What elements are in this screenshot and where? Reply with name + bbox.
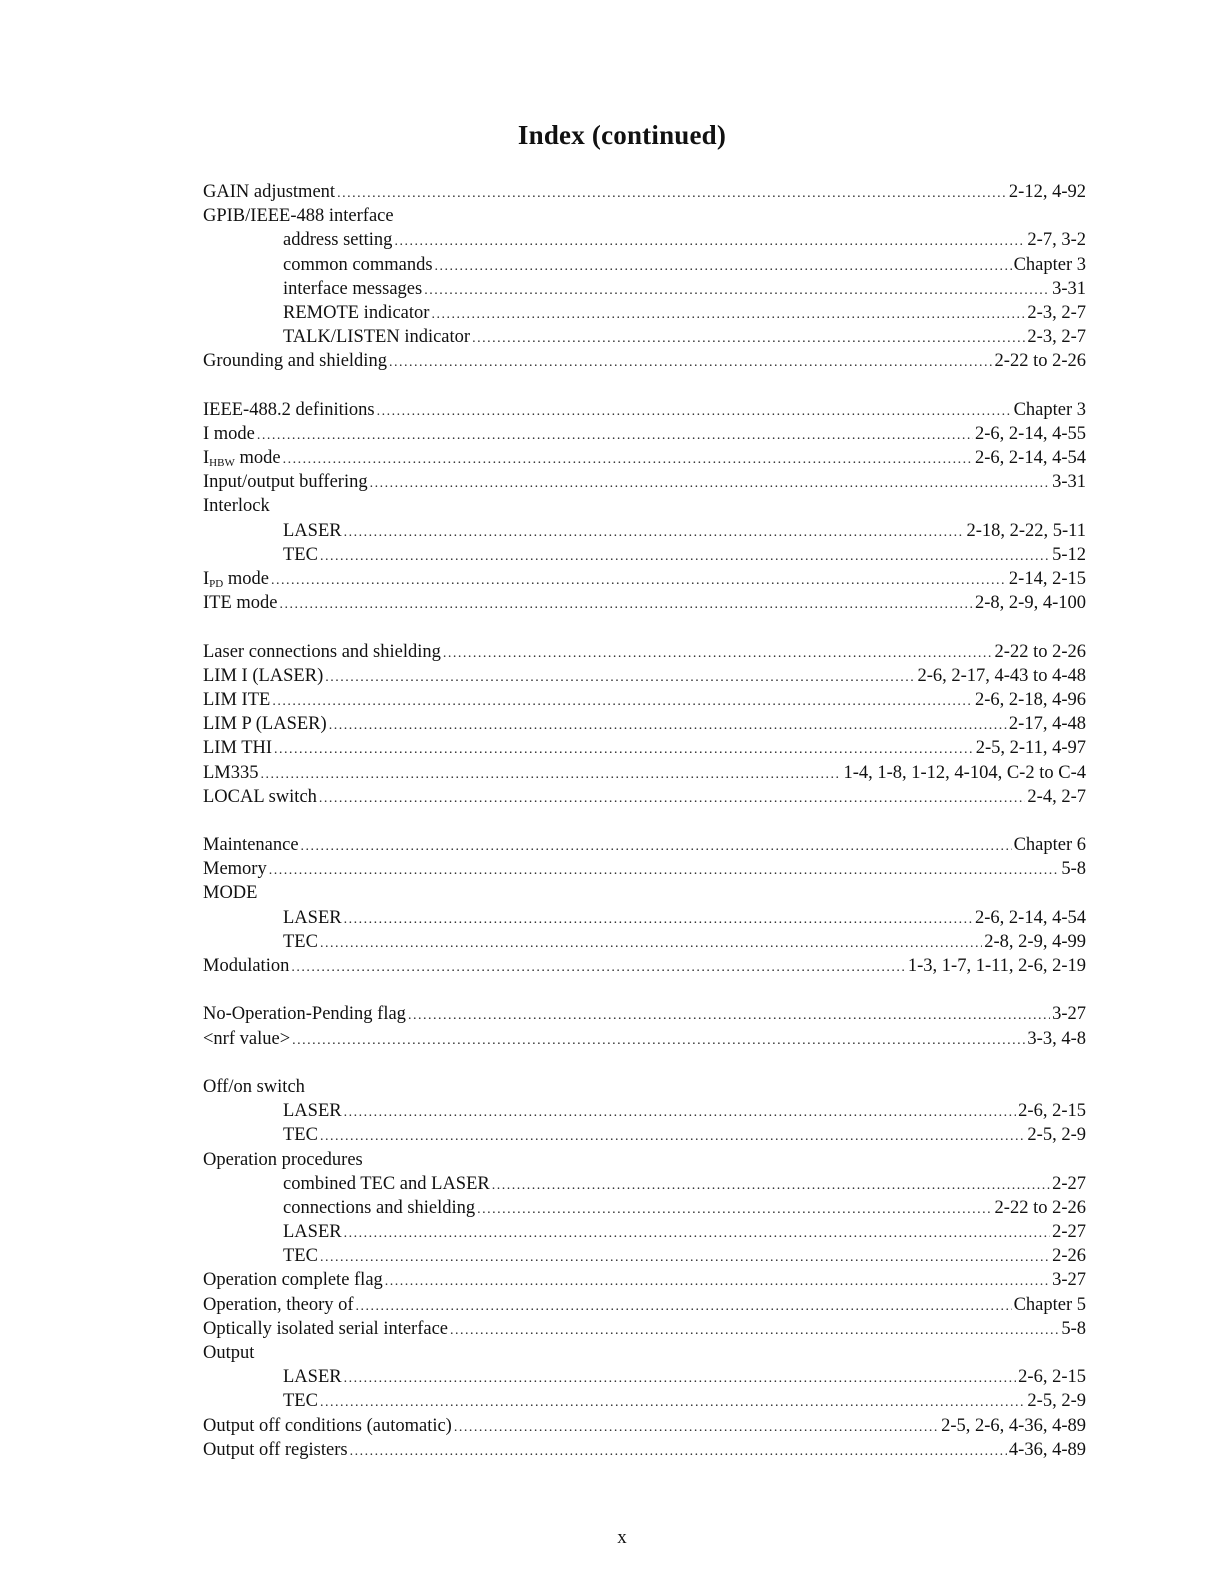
index-entry <box>203 1414 1086 1438</box>
index-term-text: I <box>203 448 210 469</box>
index-entry <box>203 349 1086 373</box>
dot-leader <box>320 545 1050 569</box>
index-page-refs: 2-6, 2-18, 4-96 <box>975 689 1086 710</box>
index-subentry <box>203 1389 1086 1413</box>
index-subentry <box>203 1220 1086 1244</box>
index-entry <box>203 736 1086 760</box>
dot-leader <box>394 230 1025 254</box>
index-term-text: LASER <box>283 520 342 541</box>
index-term <box>203 1123 318 1147</box>
dot-leader <box>443 642 993 666</box>
index-term-text: Output off registers <box>203 1439 348 1460</box>
index-term <box>203 736 272 760</box>
index-page-refs: Chapter 6 <box>1013 835 1086 856</box>
dot-leader <box>370 472 1050 496</box>
index-term <box>203 591 278 615</box>
index-term-text: Optically isolated serial interface <box>203 1318 449 1339</box>
dot-leader <box>344 908 973 932</box>
index-term <box>203 446 281 470</box>
index-page-refs: 2-6, 2-14, 4-55 <box>975 423 1086 444</box>
dot-leader <box>320 1125 1025 1149</box>
index-page-refs: 5-8 <box>1061 859 1086 880</box>
index-page-refs: 2-5, 2-9 <box>1027 1391 1086 1412</box>
index-subentry <box>203 906 1086 930</box>
dot-leader <box>492 1174 1050 1198</box>
index-term <box>203 1244 318 1268</box>
page-number: x <box>617 1527 627 1548</box>
index-heading <box>203 1148 1086 1172</box>
index-term-text: LIM THI <box>203 738 273 759</box>
dot-leader <box>377 400 1012 424</box>
index-entry <box>203 1317 1086 1341</box>
index-term-text: TEC <box>283 1246 318 1267</box>
index-term <box>203 688 270 712</box>
page-title: Index (continued) <box>517 120 727 150</box>
index-term-text: address setting <box>283 230 393 251</box>
index-entry <box>203 640 1086 664</box>
index-term-text: TEC <box>283 1391 318 1412</box>
index-term-text: TEC <box>283 544 318 565</box>
dot-leader <box>337 182 1007 206</box>
dot-leader <box>385 1270 1050 1294</box>
index-term <box>203 301 429 325</box>
dot-leader <box>301 835 1012 859</box>
dot-leader <box>344 1101 1017 1125</box>
dot-leader <box>344 1367 1017 1391</box>
index-page-refs: 2-12, 4-92 <box>1008 182 1086 202</box>
index-term <box>203 494 270 518</box>
index-heading <box>203 1341 1086 1365</box>
dot-leader <box>472 327 1025 351</box>
index-spacer <box>203 374 1086 398</box>
index-page-refs: 3-27 <box>1052 1004 1086 1025</box>
index-page-refs: Chapter 3 <box>1013 399 1086 420</box>
index-term-subscript: PD <box>209 578 224 590</box>
index-subentry <box>203 301 1086 325</box>
index-term-text: Interlock <box>203 496 270 517</box>
index-entry <box>203 591 1086 615</box>
index-subentry <box>203 1172 1086 1196</box>
index-spacer <box>203 809 1086 833</box>
index-page-refs: 2-22 to 2-26 <box>994 641 1086 662</box>
index-term-text: Maintenance <box>203 835 299 856</box>
index-term <box>203 1148 363 1172</box>
index-entry <box>203 1268 1086 1292</box>
index-term <box>203 1196 475 1220</box>
index-spacer <box>203 615 1086 639</box>
index-term-text: LIM P (LASER) <box>203 714 327 735</box>
index-entry <box>203 1002 1086 1026</box>
index-subentry <box>203 1244 1086 1268</box>
index-term <box>203 543 318 567</box>
index-term-suffix: mode <box>234 448 281 469</box>
index-page-refs: 4-36, 4-89 <box>1008 1439 1086 1460</box>
dot-leader <box>344 521 965 545</box>
index-entry <box>203 470 1086 494</box>
index-entry <box>203 567 1086 591</box>
index-term-text: No-Operation-Pending flag <box>203 1004 406 1025</box>
index-term-text: LASER <box>283 1367 342 1388</box>
index-term <box>203 1389 318 1413</box>
index-entry <box>203 712 1086 736</box>
index-entry <box>203 833 1086 857</box>
dot-leader <box>389 351 993 375</box>
index-term <box>203 1268 383 1292</box>
index-page-refs: 5-12 <box>1052 544 1086 565</box>
index-page-refs: 3-27 <box>1052 1270 1086 1291</box>
dot-leader <box>283 448 973 472</box>
index-term <box>203 325 470 349</box>
index-term <box>203 228 392 252</box>
index-term-suffix: mode <box>223 569 269 589</box>
index-page-refs: 1-3, 1-7, 1-11, 2-6, 2-19 <box>907 956 1086 976</box>
index-page-refs: Chapter 5 <box>1013 1294 1086 1315</box>
index-term <box>203 1075 305 1099</box>
index-subentry <box>203 519 1086 543</box>
index-term <box>203 398 375 422</box>
index-term-text: <nrf value> <box>203 1028 291 1049</box>
index-term <box>203 1365 342 1389</box>
index-term <box>203 1317 448 1341</box>
index-list <box>203 180 1086 1462</box>
index-term-text: connections and shielding <box>283 1197 476 1218</box>
index-page-refs: 2-22 to 2-26 <box>994 351 1086 372</box>
index-page-refs: 3-31 <box>1052 472 1086 493</box>
index-term <box>203 954 289 978</box>
index-term-text: Operation complete flag <box>203 1270 383 1291</box>
dot-leader <box>269 859 1060 883</box>
index-term-text: REMOTE indicator <box>283 302 430 323</box>
dot-leader <box>291 956 906 980</box>
dot-leader <box>424 279 1050 303</box>
index-subentry <box>203 1196 1086 1220</box>
index-subentry <box>203 277 1086 301</box>
index-term <box>203 761 259 785</box>
dot-leader <box>344 1222 1050 1246</box>
index-entry <box>203 398 1086 422</box>
index-term <box>203 1293 354 1317</box>
index-term-text: Modulation <box>203 956 290 976</box>
dot-leader <box>356 1295 1012 1319</box>
index-term-text: LIM ITE <box>203 689 271 710</box>
index-subentry <box>203 930 1086 954</box>
index-term-text: LOCAL switch <box>203 786 317 807</box>
index-term-text: Output <box>203 1343 255 1363</box>
index-term-text: Output off conditions (automatic) <box>203 1415 452 1436</box>
dot-leader <box>450 1319 1059 1343</box>
index-term <box>203 881 257 905</box>
index-term <box>203 422 255 446</box>
index-term <box>203 930 318 954</box>
index-entry <box>203 761 1086 785</box>
index-page-refs: 2-27 <box>1052 1222 1086 1243</box>
index-page-refs: 2-17, 4-48 <box>1008 714 1086 735</box>
index-term-text: GAIN adjustment <box>203 182 336 202</box>
index-subentry <box>203 1365 1086 1389</box>
index-term <box>203 349 387 373</box>
index-page-refs: 2-7, 3-2 <box>1027 230 1086 251</box>
index-term <box>203 1099 342 1123</box>
dot-leader <box>292 1029 1025 1053</box>
dot-leader <box>274 738 974 762</box>
index-subentry <box>203 1099 1086 1123</box>
index-entry <box>203 688 1086 712</box>
index-term <box>203 519 342 543</box>
index-term-text: Operation, theory of <box>203 1294 354 1315</box>
dot-leader <box>477 1198 992 1222</box>
index-entry <box>203 857 1086 881</box>
index-term-text: TALK/LISTEN indicator <box>283 327 471 348</box>
index-entry <box>203 1438 1086 1462</box>
index-heading <box>203 494 1086 518</box>
index-term-subscript: HBW <box>209 457 235 470</box>
index-entry <box>203 422 1086 446</box>
index-term <box>203 1220 342 1244</box>
index-page-refs: 2-6, 2-17, 4-43 to 4-48 <box>917 665 1086 686</box>
dot-leader <box>280 593 974 617</box>
index-term <box>203 833 299 857</box>
index-page-refs: 2-5, 2-9 <box>1027 1125 1086 1146</box>
index-page-refs: 2-6, 2-15 <box>1018 1367 1086 1388</box>
index-term-text: Operation procedures <box>203 1149 363 1170</box>
index-subentry <box>203 1123 1086 1147</box>
index-term-text: ITE mode <box>203 593 278 614</box>
index-page-refs: 2-3, 2-7 <box>1027 327 1086 348</box>
index-page-refs: 2-6, 2-15 <box>1018 1101 1086 1122</box>
index-entry <box>203 1027 1086 1051</box>
index-page-refs: 2-5, 2-11, 4-97 <box>975 738 1086 759</box>
dot-leader <box>319 787 1026 811</box>
index-term <box>203 1414 452 1438</box>
index-page-refs: 2-5, 2-6, 4-36, 4-89 <box>941 1415 1086 1436</box>
index-page-refs: 2-6, 2-14, 4-54 <box>975 448 1086 469</box>
index-page-refs: 2-8, 2-9, 4-100 <box>975 593 1086 614</box>
index-page-refs: 2-22 to 2-26 <box>994 1197 1086 1218</box>
index-entry <box>203 446 1086 470</box>
index-page-refs: 2-26 <box>1052 1246 1086 1267</box>
index-term <box>203 785 317 809</box>
index-term-text: LASER <box>283 907 342 928</box>
index-term-text: TEC <box>283 1125 318 1146</box>
index-term-text: IEEE-488.2 definitions <box>203 399 375 420</box>
index-page-refs: 3-3, 4-8 <box>1027 1028 1086 1049</box>
index-term <box>203 857 267 881</box>
index-term-text: MODE <box>203 883 258 904</box>
index-term-text: Memory <box>203 859 267 880</box>
index-heading <box>203 1075 1086 1099</box>
index-term-text: Input/output buffering <box>203 472 368 493</box>
dot-leader <box>257 424 973 448</box>
index-term-text: LASER <box>283 1222 342 1243</box>
index-term <box>203 1438 348 1462</box>
dot-leader <box>408 1004 1050 1028</box>
index-entry <box>203 664 1086 688</box>
index-term <box>203 1341 254 1365</box>
index-term <box>203 253 433 277</box>
index-term <box>203 567 269 591</box>
index-term-text: Grounding and shielding <box>203 351 387 372</box>
dot-leader <box>350 1440 1007 1464</box>
index-term <box>203 277 422 301</box>
index-term <box>203 712 327 736</box>
dot-leader <box>329 714 1007 738</box>
index-subentry <box>203 253 1086 277</box>
dot-leader <box>261 763 842 787</box>
index-term-text: I <box>203 569 210 589</box>
index-term <box>203 180 335 204</box>
dot-leader <box>320 932 982 956</box>
index-spacer <box>203 978 1086 1002</box>
index-entry <box>203 180 1086 204</box>
index-term <box>203 1172 490 1196</box>
index-term-text: Off/on switch <box>203 1076 305 1097</box>
index-term <box>203 906 342 930</box>
index-page-refs: 2-3, 2-7 <box>1027 302 1086 323</box>
dot-leader <box>272 690 973 714</box>
index-term-text: Laser connections and shielding <box>203 641 441 662</box>
dot-leader <box>320 1246 1050 1270</box>
dot-leader <box>320 1391 1025 1415</box>
index-term <box>203 1027 290 1051</box>
index-term <box>203 1002 406 1026</box>
index-term <box>203 470 368 494</box>
index-term <box>203 204 394 228</box>
index-term-text: interface messages <box>283 278 423 299</box>
index-page-refs: 2-4, 2-7 <box>1027 786 1086 807</box>
index-entry <box>203 785 1086 809</box>
dot-leader <box>435 255 1012 279</box>
index-page-refs: 2-14, 2-15 <box>1008 569 1086 589</box>
index-page-refs: 2-27 <box>1052 1173 1086 1194</box>
index-page-refs: 5-8 <box>1061 1318 1086 1339</box>
index-subentry <box>203 228 1086 252</box>
dot-leader <box>325 666 915 690</box>
index-term-text: TEC <box>283 931 318 952</box>
dot-leader <box>271 569 1007 593</box>
dot-leader <box>454 1416 939 1440</box>
dot-leader <box>431 303 1025 327</box>
index-heading <box>203 204 1086 228</box>
index-term-text: GPIB/IEEE-488 interface <box>203 206 394 227</box>
index-entry <box>203 1293 1086 1317</box>
index-term-text: common commands <box>283 254 433 275</box>
index-term <box>203 640 441 664</box>
index-term-text: LM335 <box>203 762 259 783</box>
index-spacer <box>203 1051 1086 1075</box>
index-page-refs: 3-31 <box>1052 278 1086 299</box>
index-heading <box>203 881 1086 905</box>
index-page-refs: 1-4, 1-8, 1-12, 4-104, C-2 to C-4 <box>843 762 1086 783</box>
index-term-text: I mode <box>203 423 255 444</box>
index-term <box>203 664 323 688</box>
index-page-refs: 2-18, 2-22, 5-11 <box>966 520 1086 541</box>
index-subentry <box>203 543 1086 567</box>
index-page-refs: Chapter 3 <box>1013 254 1086 275</box>
index-term-text: combined TEC and LASER <box>283 1173 490 1194</box>
index-entry <box>203 954 1086 978</box>
index-page-refs: 2-6, 2-14, 4-54 <box>975 907 1086 928</box>
index-subentry <box>203 325 1086 349</box>
index-page-refs: 2-8, 2-9, 4-99 <box>984 931 1086 952</box>
index-term-text: LIM I (LASER) <box>203 665 324 686</box>
index-term-text: LASER <box>283 1101 342 1122</box>
